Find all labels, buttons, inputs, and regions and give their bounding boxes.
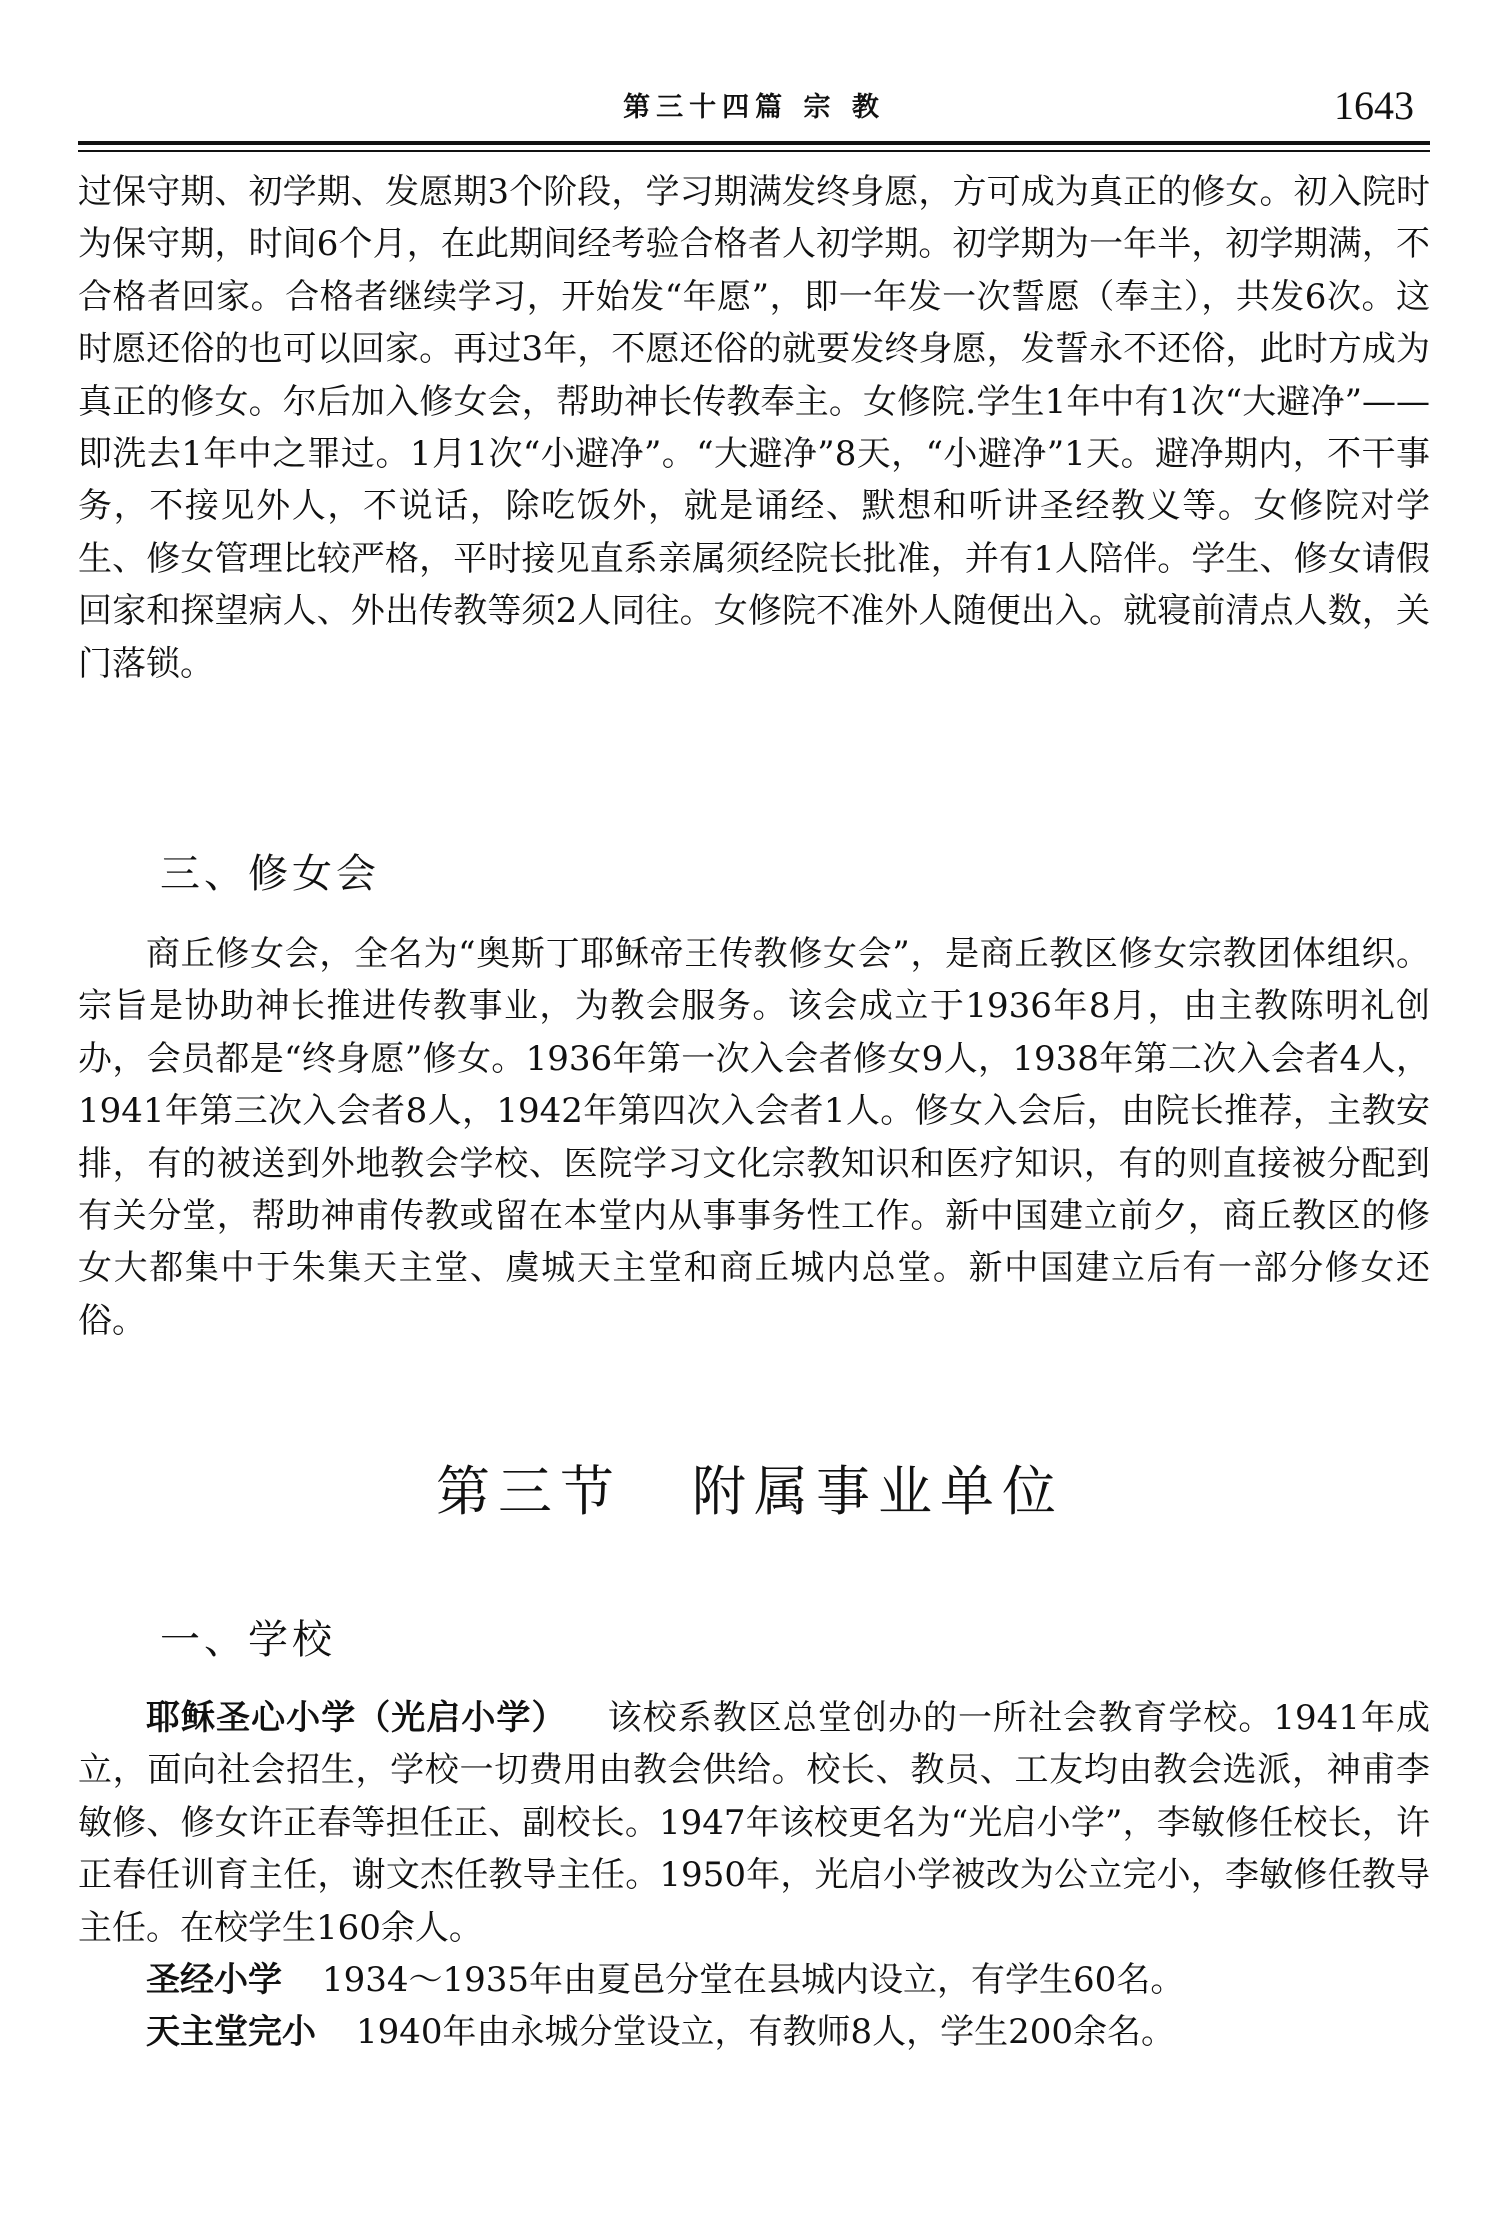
schools-block [78, 1692, 1430, 2059]
running-header [78, 83, 1430, 138]
nuns-association-block [78, 928, 1430, 1347]
school-entry [78, 1692, 1430, 1954]
section-heading-schools: 一、学校 [160, 1617, 336, 1663]
chapter-heading [0, 1457, 1500, 1527]
section-heading-nuns-association: 三、修女会 [160, 851, 380, 897]
school-name: 圣经小学 [146, 1960, 282, 2001]
paragraph-nuns-association: 商丘修女会，全名为“奥斯丁耶稣帝王传教修女会”，是商丘教区修女宗教团体组织。宗旨是协助神长推进传教事业，为教会服务。该会成立于1936年8月，由主教陈明礼创办，会员都是“终身愿”修女。1936年第一次入会者修女9人，1938年第二次入会者4人，1941年第三次入会者8人，1942年第四次入会者1人。修女入会后，由院长推荐，主教安排，有的被送到外地教会学校、医院学习文化宗教知识和医疗知识，有的则直接被分配到有关分堂，帮助神甫传教或留在本堂内从事事务性工作。新中国建立前夕，商丘教区的修女大都集中于朱集天主堂、虞城天主堂和商丘城内总堂。新中国建立后有一部分修女还俗。 [78, 934, 1430, 1341]
school-entry [78, 1954, 1430, 2006]
continued-paragraph-block [78, 166, 1430, 690]
header-title: 第三十四篇 宗 教 [623, 92, 885, 123]
header-rule-thin [78, 150, 1430, 152]
page-number: 1643 [1334, 83, 1414, 128]
school-name: 天主堂完小 [146, 2012, 316, 2053]
chapter-title: 附属事业单位 [692, 1460, 1064, 1523]
school-name: 耶稣圣心小学（光启小学） [146, 1698, 567, 1738]
school-description: 1934～1935年由夏邑分堂在县城内设立，有学生60名。 [322, 1960, 1185, 2001]
chapter-number: 第三节 [436, 1460, 622, 1523]
school-description: 1940年由永城分堂设立，有教师8人，学生200余名。 [356, 2012, 1176, 2053]
school-entry [78, 2006, 1430, 2058]
header-rule-thick [78, 141, 1430, 145]
school-description: 该校系教区总堂创办的一所社会教育学校。1941年成立，面向社会招生，学校一切费用由教会供给。校长、教员、工友均由教会选派，神甫李敏修、修女许正春等担任正、副校长。1947年该校更名为“光启小学”，李敏修任校长，许正春任训育主任，谢文杰任教导主任。1950年，光启小学被改为公立完小，李敏修任教导主任。在校学生160余人。 [78, 1698, 1431, 1948]
paragraph-continued: 过保守期、初学期、发愿期3个阶段，学习期满发终身愿，方可成为真正的修女。初入院时为保守期，时间6个月，在此期间经考验合格者人初学期。初学期为一年半，初学期满，不合格者回家。合格者继续学习，开始发“年愿”，即一年发一次誓愿（奉主），共发6次。这时愿还俗的也可以回家。再过3年，不愿还俗的就要发终身愿，发誓永不还俗，此时方成为真正的修女。尔后加入修女会，帮助神长传教奉主。女修院.学生1年中有1次“大避净”——即洗去1年中之罪过。1月1次“小避净”。“大避净”8天，“小避净”1天。避净期内，不干事务，不接见外人，不说话，除吃饭外，就是诵经、默想和听讲圣经教义等。女修院对学生、修女管理比较严格，平时接见直系亲属须经院长批准，并有1人陪伴。学生、修女请假回家和探望病人、外出传教等须2人同往。女修院不准外人随便出入。就寝前清点人数，关门落锁。 [78, 172, 1430, 684]
